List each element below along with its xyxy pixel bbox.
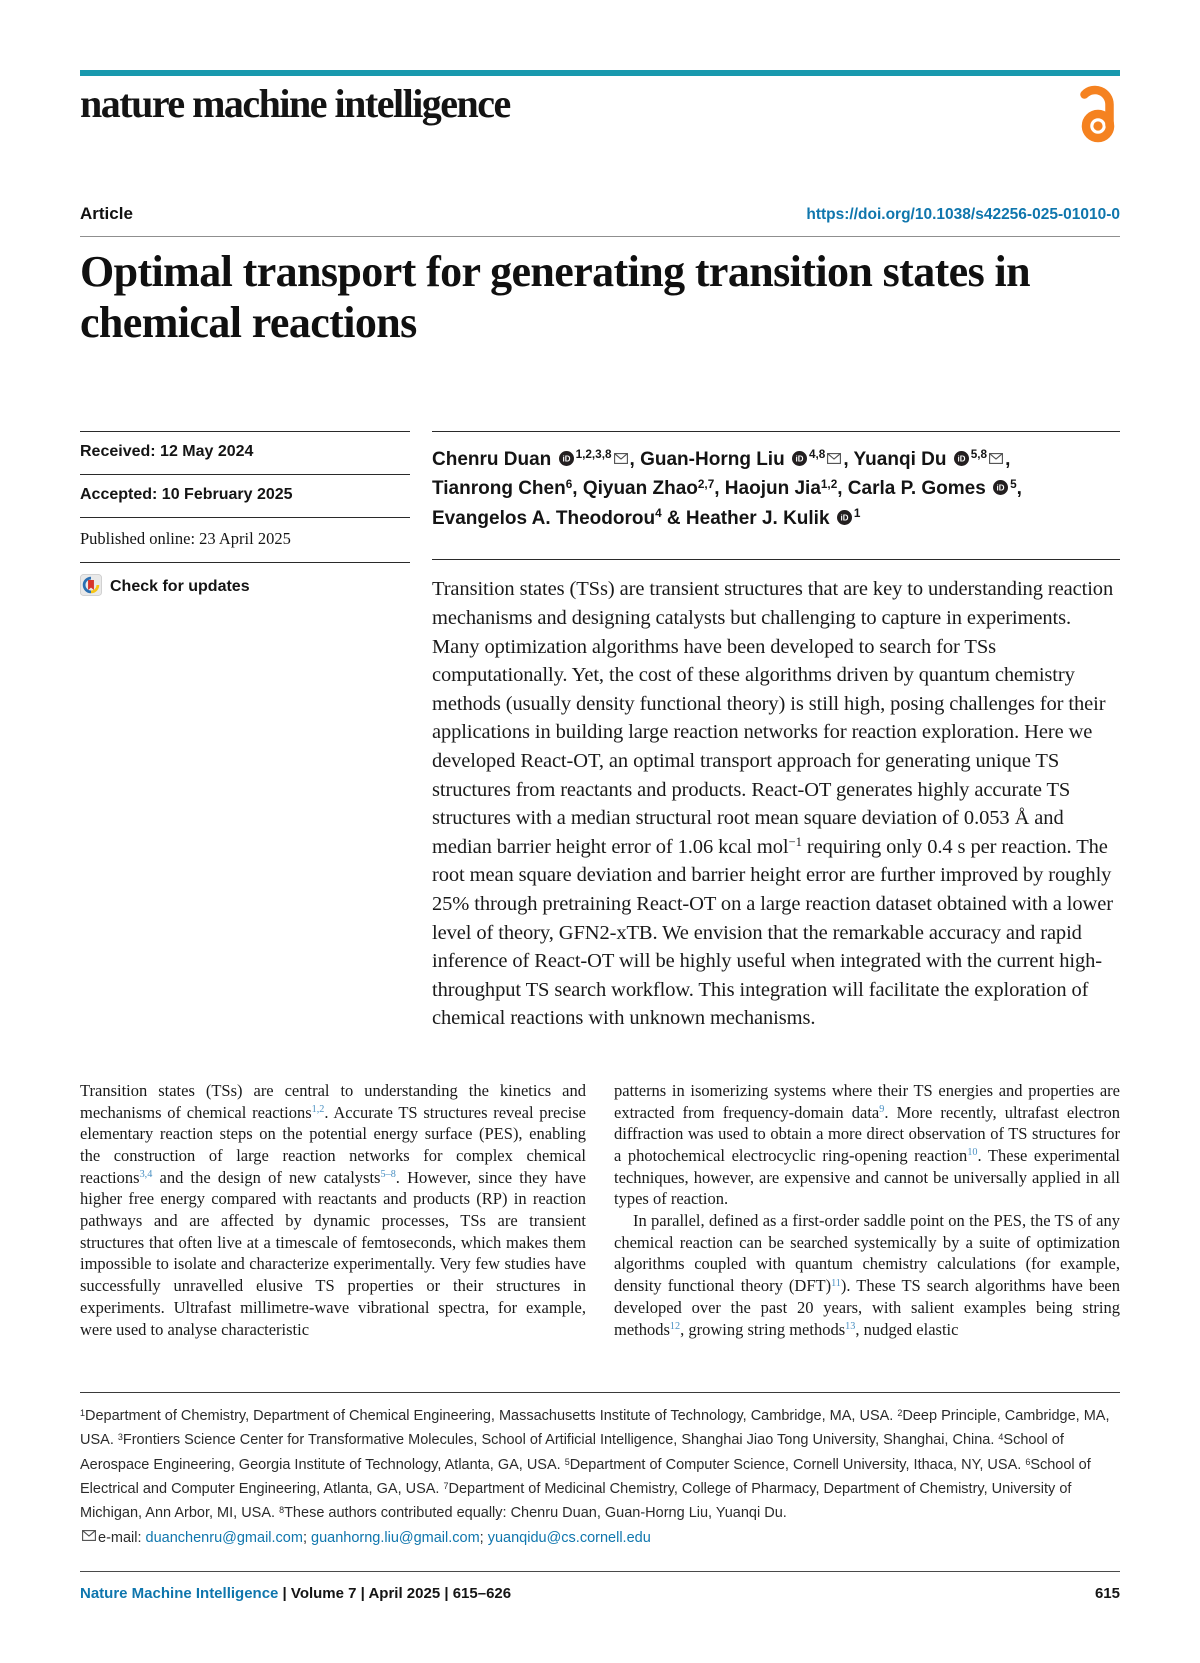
text-run: School of Electrical and Computer Engineering, Atlanta, GA, USA. [80, 1456, 1091, 1497]
body-text [80, 1080, 1120, 1340]
superscript: 4 [998, 1432, 1004, 1443]
superscript: 6 [1025, 1456, 1031, 1467]
text-run: ). These TS search algorithms have been developed over the past 20 years, with salient examples being string methods [614, 1276, 1120, 1339]
text-run: , Yuanqi Du [843, 448, 952, 470]
orcid-icon[interactable] [954, 447, 969, 476]
svg-text:iD: iD [957, 454, 966, 464]
article-info-section [80, 431, 1120, 1033]
article-header-row [80, 204, 1120, 224]
text-run: and the design of new catalysts [152, 1167, 381, 1187]
superscript: 5 [1010, 477, 1017, 491]
page-footer [80, 1571, 1120, 1602]
citation-ref[interactable]: 3,4 [139, 1169, 153, 1181]
superscript: −1 [788, 834, 802, 849]
mail-icon[interactable] [82, 1525, 96, 1549]
superscript: 1,2,3,8 [575, 448, 612, 462]
mail-icon[interactable] [827, 445, 841, 474]
inline-link[interactable]: guanhorng.liu@gmail.com [311, 1530, 480, 1547]
text-run: patterns in isomerizing systems where their TS energies and properties are extracted from frequency-domain data [614, 1080, 1120, 1122]
authors-abstract-column [432, 431, 1120, 1033]
text-run: Transition states (TSs) are transient structures that are key to understanding reaction mechanisms and designing catalysts but challenging to capture in experiments. Many optimization algorithms have been developed to search for TSs computationally. Yet, the cost of these algorithms driven by quantum chemistry methods (usually density functional theory) is still high, posing challenges for their applications in building large reaction networks for reaction exploration. Here we developed React-OT, an optimal transport approach for generating unique TS structures from reactants and products. React-OT generates highly accurate TS structures with a median structural root mean square deviation of 0.053 Å and median barrier height error of 1.06 kcal mol [432, 578, 1114, 858]
text-run: requiring only 0.4 s per reaction. The root mean square deviation and barrier height error are further improved by roughly 25% through pretraining React-OT on a large reaction dataset obtained with a lower level of theory, GFN2-xTB. We envision that the remarkable accuracy and rapid inference of React-OT will be highly useful when integrated with the current high-throughput TS search workflow. This integration will facilitate the exploration of chemical reactions with unknown mechanisms. [432, 835, 1113, 1030]
inline-link[interactable]: duanchenru@gmail.com [145, 1530, 303, 1547]
open-access-icon [1072, 84, 1120, 149]
body-column-left [80, 1080, 586, 1340]
text-run: In parallel, defined as a first-order saddle point on the PES, the TS of any chemical reaction can be searched systemically by a suite of optimization algorithms coupled with quantum chemistry calculations (for example, density functional theory (DFT) [614, 1211, 1120, 1296]
author-list [432, 431, 1120, 535]
crossmark-icon [80, 574, 102, 601]
orcid-icon[interactable] [559, 447, 574, 476]
text-run: Tianrong Chen [432, 478, 566, 500]
superscript: 5 [564, 1456, 570, 1467]
paragraph [614, 1080, 1120, 1210]
superscript: 3 [117, 1432, 123, 1443]
published-online-date: Published online: 23 April 2025 [80, 517, 410, 562]
email-line [80, 1525, 1120, 1550]
text-run: Department of Medicinal Chemistry, College of Pharmacy, Department of Chemistry, University of Michigan, Ann Arbor, MI, USA. [80, 1480, 1072, 1521]
paragraph [80, 1080, 586, 1340]
superscript: 1 [853, 507, 861, 521]
affiliations-footnote [80, 1392, 1120, 1550]
superscript: 7 [443, 1480, 449, 1491]
citation-ref[interactable]: 9 [879, 1104, 885, 1115]
superscript: 1,2 [820, 477, 838, 491]
svg-text:iD: iD [996, 483, 1005, 493]
inline-link[interactable]: yuanqidu@cs.cornell.edu [487, 1530, 651, 1547]
journal-logo: nature machine intelligence [80, 81, 510, 126]
text-run: & Heather J. Kulik [661, 507, 835, 529]
page-number: 615 [1094, 1585, 1120, 1603]
superscript: 4 [655, 507, 662, 521]
mail-icon[interactable] [989, 445, 1003, 474]
text-run: . These experimental techniques, however, are expensive and cannot be universally applied in all types of reaction. [614, 1146, 1120, 1209]
affiliations-text [80, 1404, 1120, 1525]
text-run: ; [479, 1530, 488, 1547]
text-run: School of Aerospace Engineering, Georgia Institute of Technology, Atlanta, GA, USA. [80, 1432, 1064, 1473]
citation-ref[interactable]: 5–8 [380, 1169, 396, 1181]
text-run: Deep Principle, Cambridge, MA, USA. [80, 1408, 1110, 1449]
text-run: Department of Chemistry, Department of Chemical Engineering, Massachusetts Institute of Technology, Cambridge, MA, USA. [85, 1408, 898, 1425]
superscript: 1 [80, 1408, 85, 1419]
superscript: 2,7 [697, 477, 715, 491]
check-for-updates-label: Check for updates [110, 578, 250, 596]
text-run: | Volume 7 | April 2025 | 615–626 [278, 1585, 512, 1603]
text-run: Department of Computer Science, Cornell University, Ithaca, NY, USA. [569, 1456, 1026, 1473]
text-run: , [1016, 478, 1022, 500]
text-run: Chenru Duan [432, 448, 557, 470]
inline-link[interactable]: Nature Machine Intelligence [80, 1585, 279, 1603]
text-run: e-mail: [98, 1530, 146, 1547]
article-page [0, 70, 1200, 1663]
text-run: Frontiers Science Center for Transformative Molecules, School of Artificial Intelligence, Shanghai Jiao Tong University, Shanghai, China. [122, 1432, 999, 1449]
text-run: . More recently, ultrafast electron diffraction was used to obtain a more direct observation of TS structures for a photochemical electrocyclic ring-opening reaction [614, 1102, 1120, 1165]
superscript: 8 [279, 1504, 285, 1515]
superscript: 6 [565, 477, 573, 491]
orcid-icon[interactable] [792, 447, 807, 476]
text-run: , growing string methods [680, 1319, 846, 1339]
svg-text:iD: iD [562, 454, 571, 464]
citation-ref[interactable]: 12 [669, 1320, 681, 1332]
citation-ref[interactable]: 10 [967, 1147, 978, 1159]
citation-ref[interactable]: 11 [831, 1277, 841, 1289]
citation-ref[interactable]: 1,2 [311, 1104, 325, 1115]
received-date: Received: 12 May 2024 [80, 431, 410, 474]
accepted-date: Accepted: 10 February 2025 [80, 474, 410, 517]
text-run: These authors contributed equally: Chenru Duan, Guan-Horng Liu, Yuanqi Du. [284, 1505, 787, 1521]
orcid-icon[interactable] [837, 506, 852, 535]
mail-icon[interactable] [614, 445, 628, 474]
body-column-right [614, 1080, 1120, 1340]
svg-text:iD: iD [795, 454, 804, 464]
check-for-updates-button[interactable] [80, 562, 410, 614]
article-title: Optimal transport for generating transition states in chemical reactions [80, 247, 1030, 348]
journal-accent-bar [80, 70, 1120, 76]
article-history [80, 431, 410, 1033]
masthead [80, 82, 1120, 152]
svg-text:iD: iD [840, 513, 849, 523]
text-run: , nudged elastic [855, 1319, 959, 1339]
text-run: Evangelos A. Theodorou [432, 507, 656, 529]
text-run: . However, since they have higher free energy compared with reactants and products (RP) in reaction pathways and are affected by dynamic processes, TSs are transient structures that often live at a timescale of femtoseconds, which makes them impossible to isolate and characterize experimentally. Very few studies have successfully unravelled elusive TS properties or their structures in experiments. Ultrafast millimetre-wave vibrational spectra, for example, were used to analyse characteristic [80, 1167, 586, 1339]
orcid-icon[interactable] [993, 476, 1008, 505]
text-run: . Accurate TS structures reveal precise elementary reaction steps on the potential energy surface (PES), enabling the construction of large reaction networks for complex chemical reactions [80, 1102, 586, 1187]
article-type-label: Article [80, 204, 133, 223]
text-run: , Guan-Horng Liu [629, 448, 790, 470]
text-run: , Haojun Jia [714, 478, 821, 500]
superscript: 4,8 [808, 448, 826, 462]
text-run: ; [302, 1530, 311, 1547]
text-run: , [1005, 448, 1011, 470]
text-run: , Carla P. Gomes [837, 478, 992, 500]
citation-ref[interactable]: 13 [845, 1320, 856, 1332]
abstract [432, 559, 1120, 1033]
paragraph [614, 1210, 1120, 1340]
journal-citation [80, 1585, 511, 1602]
text-run: , Qiyuan Zhao [572, 478, 698, 500]
header-divider [80, 236, 1120, 237]
text-run: Transition states (TSs) are central to understanding the kinetics and mechanisms of chemical reactions [80, 1080, 586, 1122]
doi-link[interactable]: https://doi.org/10.1038/s42256-025-01010-0 [806, 206, 1120, 223]
superscript: 2 [897, 1408, 903, 1419]
superscript: 5,8 [970, 448, 988, 462]
